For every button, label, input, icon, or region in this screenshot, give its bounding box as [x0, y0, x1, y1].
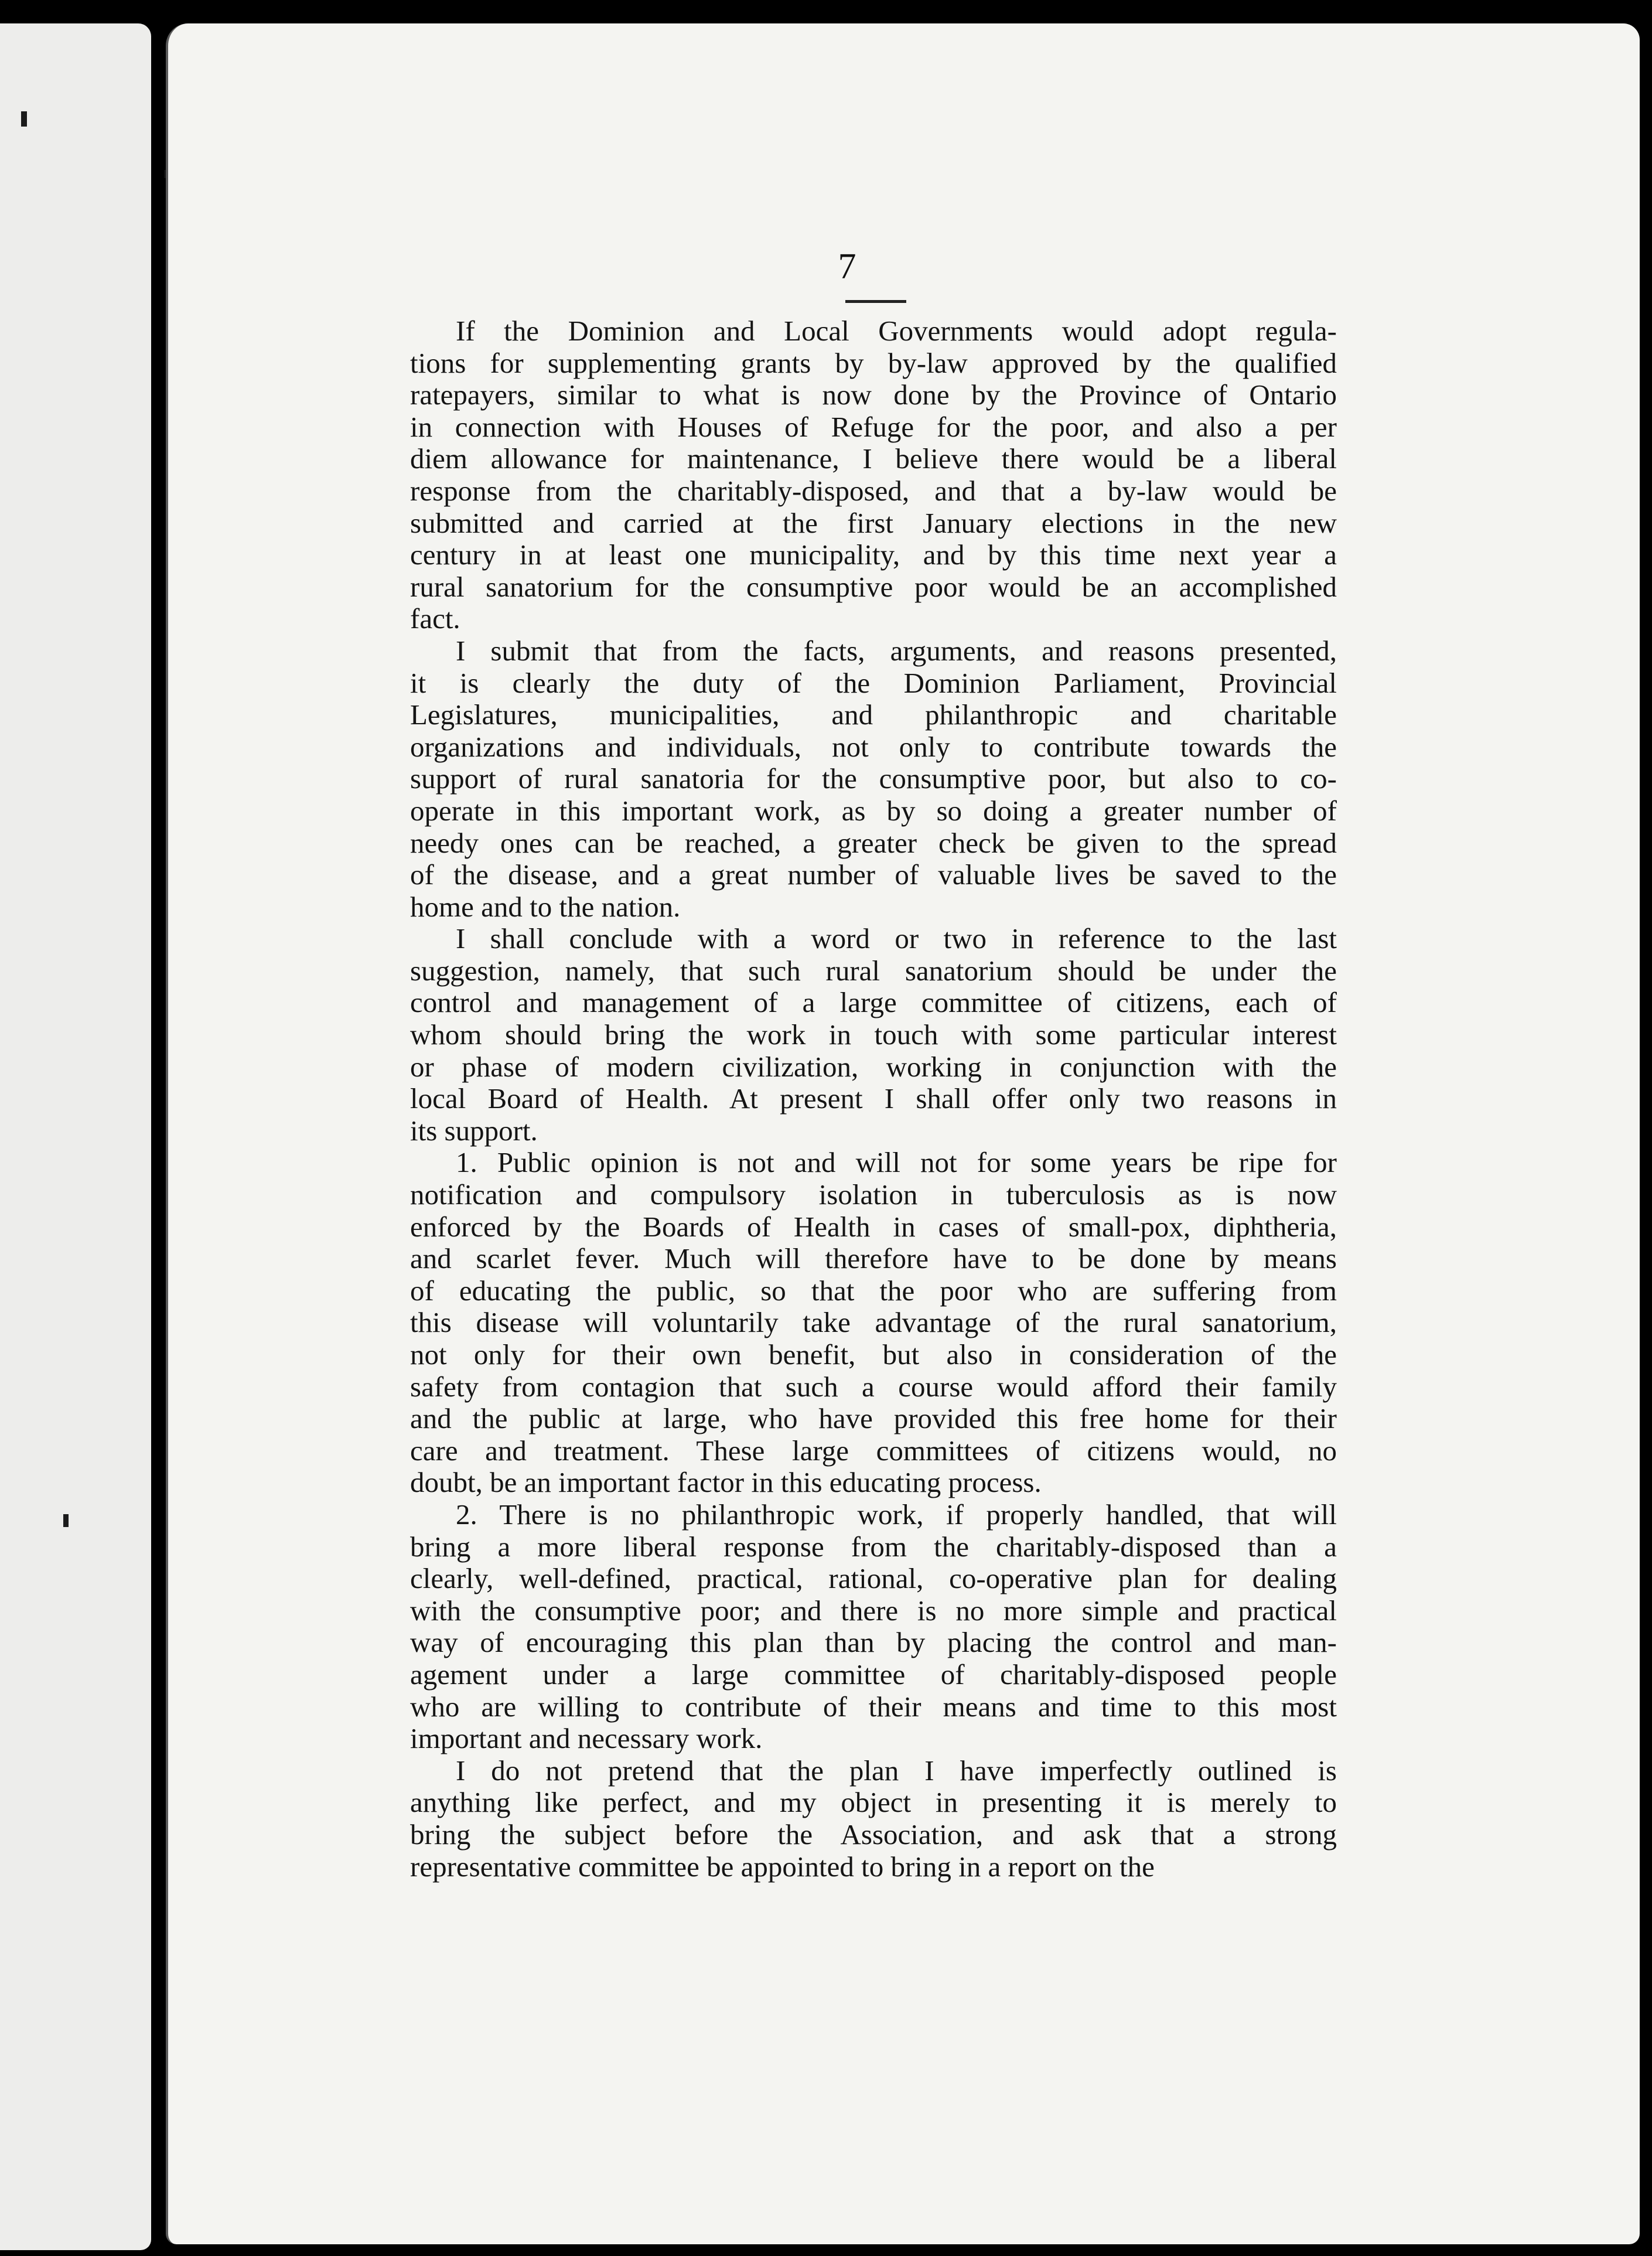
text-line: local Board of Health. At present I shall offer only two reasons in [410, 1082, 1337, 1115]
text-line: and scarlet fever. Much will therefore have to be done by means [410, 1242, 1337, 1275]
text-line: safety from contagion that such a course would afford their family [410, 1370, 1337, 1403]
page-body-text [410, 315, 1337, 1883]
page-number: 7 [838, 247, 856, 287]
text-line: 2. There is no philanthropic work, if properly handled, that will [456, 1498, 1337, 1531]
paragraph [410, 923, 1337, 1147]
text-line: fact. [410, 602, 460, 635]
text-line: enforced by the Boards of Health in cases of small-pox, diphtheria, [410, 1210, 1337, 1243]
text-line: bring the subject before the Association, and ask that a strong [410, 1818, 1337, 1851]
left-page-edge [0, 23, 151, 2250]
text-line: this disease will voluntarily take advantage of the rural sanatorium, [410, 1306, 1337, 1339]
text-line: operate in this important work, as by so doing a greater number of [410, 794, 1337, 827]
text-line: Legislatures, municipalities, and philanthropic and charitable [410, 698, 1337, 731]
text-line: I submit that from the facts, arguments, and reasons presented, [456, 634, 1337, 667]
text-line: ratepayers, similar to what is now done by the Province of Ontario [410, 379, 1337, 411]
text-line: notification and compulsory isolation in tuberculosis as is now [410, 1178, 1337, 1211]
text-line: doubt, be an important factor in this educating process. [410, 1466, 1042, 1499]
text-line: response from the charitably-disposed, and that a by-law would be [410, 474, 1337, 507]
text-line: organizations and individuals, not only to contribute towards the [410, 730, 1337, 763]
paragraph [410, 635, 1337, 923]
text-line: not only for their own benefit, but also in consideration of the [410, 1338, 1337, 1371]
page-number-rule [845, 300, 906, 303]
text-line: I shall conclude with a word or two in reference to the last [456, 922, 1337, 955]
text-line: or phase of modern civilization, working in conjunction with the [410, 1050, 1337, 1083]
paragraph [410, 1499, 1337, 1755]
text-line: support of rural sanatoria for the consumptive poor, but also to co- [410, 762, 1337, 795]
text-line: way of encouraging this plan than by placing the control and man- [410, 1626, 1337, 1659]
text-line: diem allowance for maintenance, I believe there would be a liberal [410, 442, 1337, 475]
text-line: agement under a large committee of charitably-disposed people [410, 1658, 1337, 1691]
text-line: of the disease, and a great number of valuable lives be saved to the [410, 858, 1337, 891]
text-line: whom should bring the work in touch with some particular interest [410, 1018, 1337, 1051]
text-line: anything like perfect, and my object in presenting it is merely to [410, 1786, 1337, 1819]
text-line: clearly, well-defined, practical, rational, co-operative plan for dealing [410, 1562, 1337, 1595]
text-line: bring a more liberal response from the charitably-disposed than a [410, 1530, 1337, 1563]
text-line: submitted and carried at the first January elections in the new [410, 506, 1337, 539]
text-line: If the Dominion and Local Governments would adopt regula- [456, 315, 1337, 347]
text-line: its support. [410, 1114, 538, 1147]
left-page-mark [63, 1514, 69, 1527]
text-line: home and to the nation. [410, 890, 681, 923]
left-page-mark [21, 111, 27, 127]
text-line: who are willing to contribute of their means and time to this most [410, 1690, 1337, 1723]
text-line: 1. Public opinion is not and will not for some years be ripe for [456, 1146, 1337, 1179]
text-line: control and management of a large committee of citizens, each of [410, 986, 1337, 1019]
text-line: needy ones can be reached, a greater check be given to the spread [410, 826, 1337, 859]
text-line: rural sanatorium for the consumptive poor would be an accomplished [410, 570, 1337, 603]
paragraph [410, 1147, 1337, 1499]
text-line: suggestion, namely, that such rural sanatorium should be under the [410, 954, 1337, 987]
text-line: care and treatment. These large committees of citizens would, no [410, 1434, 1337, 1467]
text-line: and the public at large, who have provided this free home for their [410, 1402, 1337, 1435]
text-line: tions for supplementing grants by by-law approved by the qualified [410, 346, 1337, 379]
paragraph [410, 1755, 1337, 1883]
text-line: representative committee be appointed to bring in a report on the [410, 1850, 1155, 1883]
text-line: in connection with Houses of Refuge for the poor, and also a per [410, 410, 1337, 443]
text-line: of educating the public, so that the poor who are suffering from [410, 1274, 1337, 1307]
text-line: with the consumptive poor; and there is no more simple and practical [410, 1594, 1337, 1627]
text-line: century in at least one municipality, and by this time next year a [410, 539, 1337, 571]
paragraph [410, 315, 1337, 635]
text-line: it is clearly the duty of the Dominion Parliament, Provincial [410, 666, 1337, 699]
text-line: important and necessary work. [410, 1722, 763, 1755]
text-line: I do not pretend that the plan I have imperfectly outlined is [456, 1754, 1337, 1787]
